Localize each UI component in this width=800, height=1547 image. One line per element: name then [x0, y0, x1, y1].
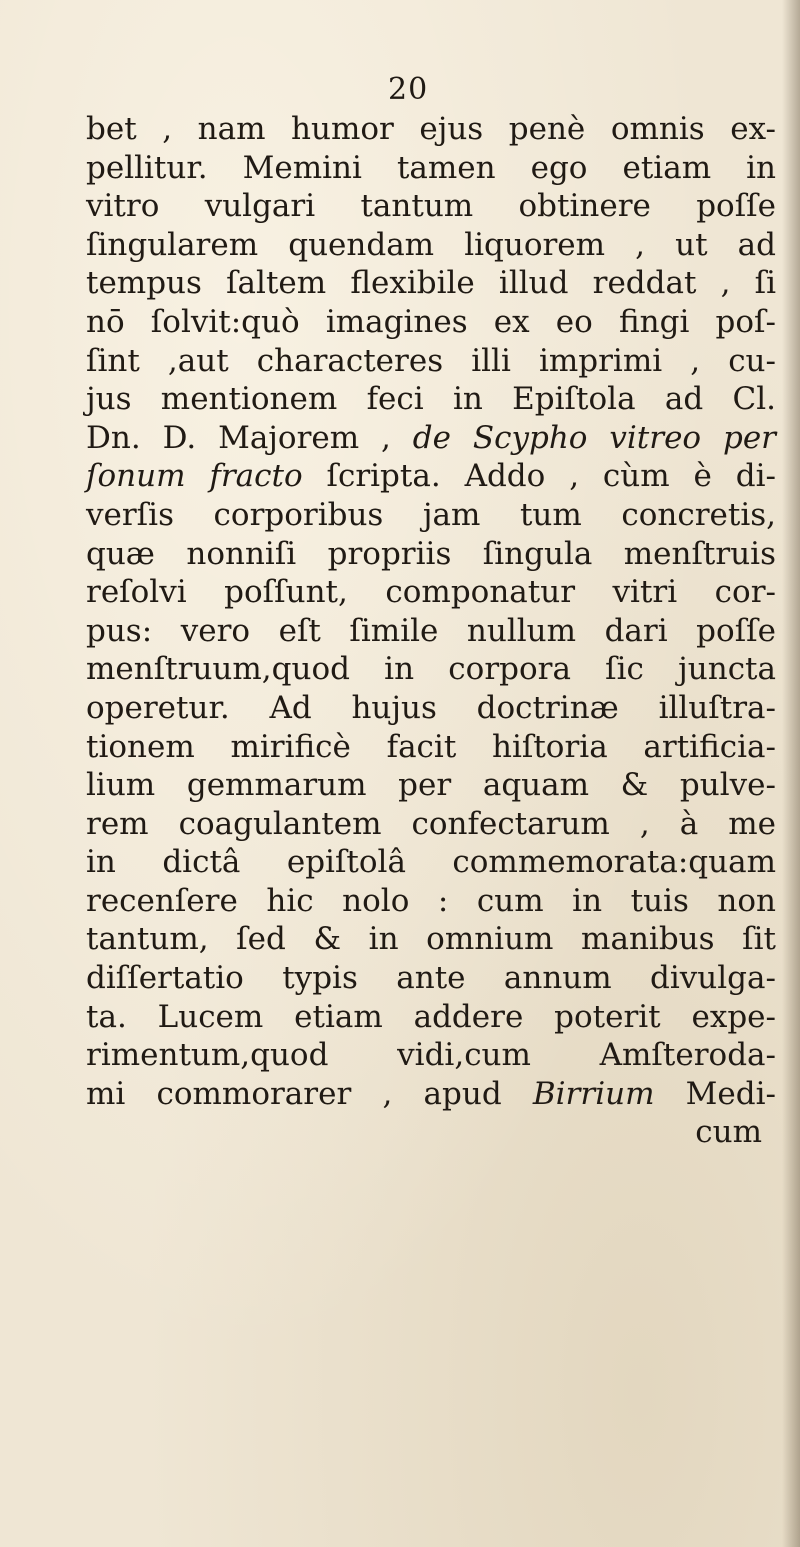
text-run: ta. Lucem etiam addere poterit expe- — [86, 998, 776, 1035]
text-line — [86, 264, 776, 303]
text-line — [86, 226, 776, 265]
text-run: ſingularem quendam liquorem , ut ad — [86, 226, 776, 263]
page-edge-shadow — [782, 0, 800, 1547]
text-line — [86, 187, 776, 226]
text-line — [86, 1113, 776, 1152]
text-line — [86, 303, 776, 342]
text-line — [86, 496, 776, 535]
text-run: pus: vero eſt ſimile nullum dari poſſe — [86, 612, 776, 649]
text-run: rimentum,quod vidi,cum Amſteroda- — [86, 1037, 776, 1074]
body-text — [86, 110, 776, 1152]
text-line — [86, 342, 776, 381]
text-run: diſſertatio typis ante annum divulga- — [86, 960, 776, 997]
text-line — [86, 882, 776, 921]
text-line — [86, 380, 776, 419]
text-line — [86, 1075, 776, 1114]
text-run: menſtruum,quod in corpora ſic juncta — [86, 651, 776, 688]
italic-text: de Scypho vitreo per — [412, 419, 776, 456]
text-run: operetur. Ad hujus doctrinæ illuſtra- — [86, 689, 776, 726]
text-run: tempus ſaltem flexibile illud reddat , ſi — [86, 265, 776, 302]
text-run: verſis corporibus jam tum concretis, — [86, 496, 776, 533]
text-run: jus mentionem feci in Epiſtola ad Cl. — [86, 381, 776, 418]
text-line — [86, 457, 776, 496]
text-line — [86, 766, 776, 805]
text-line — [86, 612, 776, 651]
text-run: pellitur. Memini tamen ego etiam in — [86, 149, 776, 186]
text-run: rem coagulantem confectarum , à me — [86, 805, 776, 842]
text-run: quæ nonniſi propriis ſingula menſtruis — [86, 535, 776, 572]
text-run: ſint ,aut characteres illi imprimi , cu- — [86, 342, 776, 379]
text-run: mi commorarer , apud — [86, 1075, 533, 1112]
text-run: reſolvi poſſunt, componatur vitri cor- — [86, 574, 776, 611]
text-run: tantum, ſed & in omnium manibus ſit — [86, 921, 776, 958]
text-line — [86, 920, 776, 959]
text-line — [86, 689, 776, 728]
text-line — [86, 573, 776, 612]
text-line — [86, 843, 776, 882]
text-line — [86, 650, 776, 689]
text-run: vitro vulgari tantum obtinere poſſe — [86, 188, 776, 225]
italic-text: Birrium — [532, 1075, 655, 1112]
text-run: ſcripta. Addo , cùm è di- — [302, 458, 776, 495]
text-line — [86, 805, 776, 844]
text-run: Dn. D. Majorem , — [86, 419, 413, 456]
text-run: nō ſolvit:quò imagines ex eo fingi poſ- — [86, 303, 776, 340]
text-line — [86, 959, 776, 998]
text-line — [86, 110, 776, 149]
text-line — [86, 728, 776, 767]
text-run: cum — [695, 1114, 762, 1151]
text-run: bet , nam humor ejus penè omnis ex- — [86, 111, 776, 147]
text-line — [86, 419, 776, 458]
text-line — [86, 998, 776, 1037]
text-run: tionem mirificè facit hiſtoria artificia- — [86, 728, 776, 765]
page-number: 20 — [388, 72, 429, 107]
text-line — [86, 149, 776, 188]
italic-text: ſonum fracto — [86, 458, 303, 495]
text-run: Medi- — [654, 1075, 776, 1112]
text-run: in dictâ epiſtolâ commemorata:quam — [86, 844, 776, 881]
text-run: lium gemmarum per aquam & pulve- — [86, 767, 776, 804]
text-line — [86, 1036, 776, 1075]
text-line — [86, 535, 776, 574]
text-run: recenſere hic nolo : cum in tuis non — [86, 882, 776, 919]
